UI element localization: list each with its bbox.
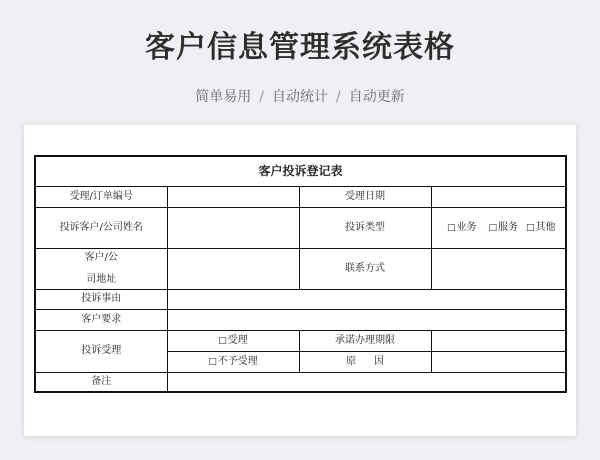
checkbox-icon: □ [446, 222, 456, 233]
option-label: 不予受理 [217, 355, 258, 367]
option-accept[interactable] [167, 330, 299, 351]
complaint-type-option[interactable] [447, 222, 477, 233]
field-accept-date[interactable] [431, 186, 566, 207]
subtitle-item: 自动更新 [348, 89, 405, 105]
label-char: 因 [374, 355, 384, 367]
checkbox-icon: □ [526, 222, 535, 233]
option-reject[interactable] [167, 351, 299, 372]
field-order-no[interactable] [167, 186, 299, 207]
subtitle-item: 简单易用 [195, 89, 252, 105]
field-customer-name[interactable] [167, 207, 299, 248]
field-reason[interactable] [431, 351, 566, 372]
checkbox-icon: □ [488, 222, 498, 233]
form-sheet [24, 125, 576, 436]
label-remarks: 备注 [35, 372, 167, 392]
page-subtitle [0, 86, 600, 106]
complaint-registration-table [34, 155, 567, 393]
label-complaint-acceptance: 投诉受理 [35, 330, 167, 372]
form-header: 客户投诉登记表 [35, 156, 566, 186]
field-complaint-matter[interactable] [167, 289, 566, 309]
subtitle-item: 自动统计 [272, 89, 328, 105]
label-line: 司地址 [86, 273, 117, 285]
field-customer-request[interactable] [167, 309, 566, 330]
complaint-type-option[interactable] [489, 222, 519, 233]
label-accept-date: 受理日期 [299, 186, 431, 207]
field-customer-address[interactable] [167, 248, 299, 289]
label-customer-address [35, 248, 167, 289]
checkbox-icon: □ [218, 335, 227, 346]
label-char: 原 [346, 355, 356, 367]
label-complaint-matter: 投诉事由 [35, 289, 167, 309]
label-deadline: 承诺办理期限 [299, 330, 431, 351]
subtitle-separator: / [336, 89, 341, 105]
label-order-no: 受理/订单编号 [35, 186, 167, 207]
label-line: 客户/公 [84, 251, 118, 263]
field-complaint-type [431, 207, 566, 248]
option-label: 服务 [498, 221, 519, 233]
label-contact: 联系方式 [299, 248, 431, 289]
option-label: 其他 [535, 221, 556, 233]
subtitle-separator: / [259, 89, 264, 105]
label-customer-request: 客户要求 [35, 309, 167, 330]
label-complaint-type: 投诉类型 [299, 207, 431, 248]
checkbox-icon: □ [208, 356, 217, 367]
field-deadline[interactable] [431, 330, 566, 351]
label-reason [299, 351, 431, 372]
label-customer-name: 投诉客户/公司姓名 [35, 207, 167, 248]
option-label: 业务 [456, 221, 477, 233]
field-remarks[interactable] [167, 372, 566, 392]
complaint-type-option[interactable] [526, 222, 556, 233]
page-title: 客户信息管理系统表格 [145, 30, 455, 65]
option-label: 受理 [227, 334, 248, 346]
field-contact[interactable] [431, 248, 566, 289]
